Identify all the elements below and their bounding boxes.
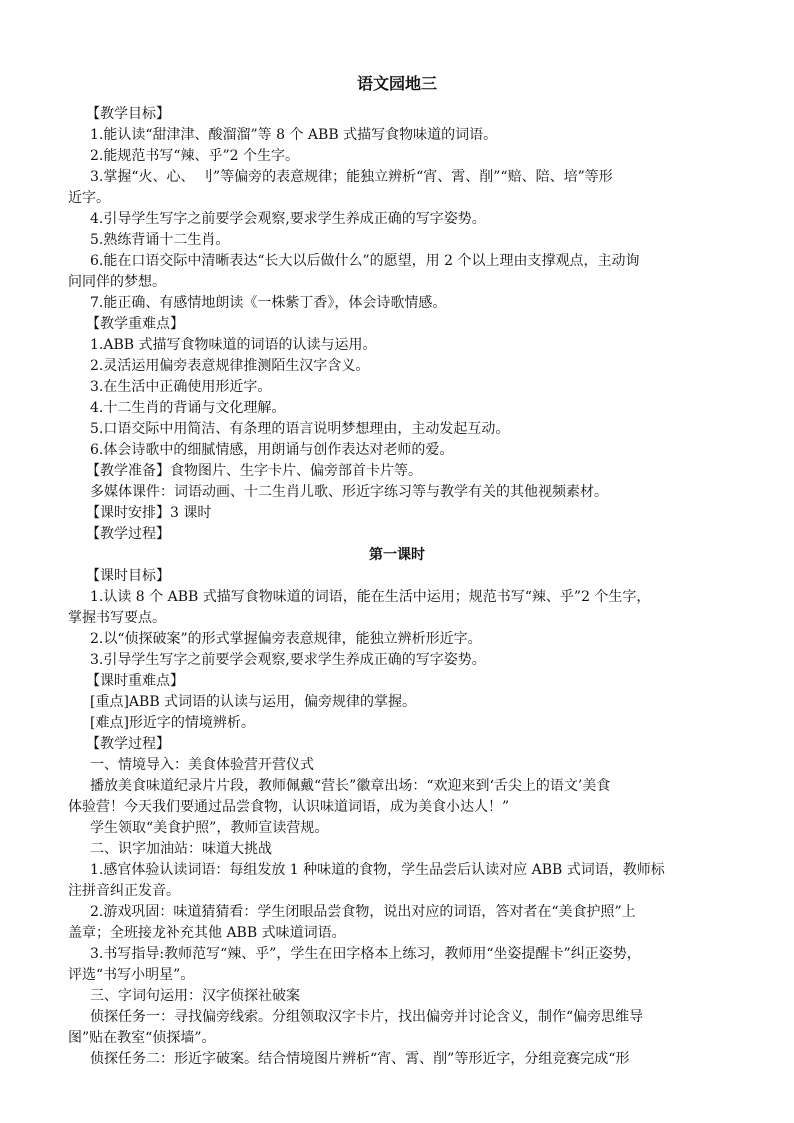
goal-item: 6.能在口语交际中清晰表达“长大以后做什么”的愿望，用 2 个以上理由支撑观点，主动询 [90, 253, 640, 269]
lesson-goal-item: 2.以“侦探破案”的形式掌握偏旁表意规律，能独立辨析形近字。 [90, 631, 482, 647]
goal-item-cont: 近字。 [68, 190, 110, 206]
body-line: 2.游戏巩固：味道猜猜看：学生闭眼品尝食物，说出对应的词语，答对者在“美食护照”上 [90, 904, 636, 920]
lesson-goals-heading: 【课时目标】 [86, 568, 170, 584]
key-heading: 【教学重难点】 [86, 316, 184, 332]
media-line: 多媒体课件：词语动画、十二生肖儿歌、形近字练习等与教学有关的其他视频素材。 [90, 484, 608, 500]
lesson-key-heading: 【课时重难点】 [86, 673, 184, 689]
body-line-cont: 盖章；全班接龙补充其他 ABB 式味道词语。 [68, 925, 346, 941]
body-line: 3.书写指导:教师范写“辣、乎”，学生在田字格本上练习，教师用“坐姿提醒卡”纠正姿势， [90, 946, 641, 962]
prep-line: 【教学准备】食物图片、生字卡片、偏旁部首卡片等。 [86, 463, 422, 479]
body-line: 侦探任务一：寻找偏旁线索。分组领取汉字卡片，找出偏旁并讨论含义，制作“偏旁思维导 [90, 1009, 644, 1025]
lesson-process-heading: 【教学过程】 [86, 736, 170, 752]
key-item: 4.十二生肖的背诵与文化理解。 [90, 400, 286, 416]
body-line-cont: 体验营！今天我们要通过品尝食物，认识味道词语，成为美食小达人！” [68, 799, 510, 815]
goal-item: 1.能认读“甜津津、酸溜溜”等 8 个 ABB 式描写食物味道的词语。 [90, 127, 498, 143]
section-heading: 三、字词句运用：汉字侦探社破案 [90, 988, 300, 1004]
lesson-goal-item-cont: 掌握书写要点。 [68, 610, 166, 626]
lesson-key-item: [难点]形近字的情境辨析。 [90, 715, 255, 731]
body-line: 播放美食味道纪录片片段，教师佩戴“营长”徽章出场：“欢迎来到‘舌尖上的语文’美食 [90, 778, 611, 794]
goals-heading: 【教学目标】 [86, 106, 170, 122]
body-line-cont: 图”贴在教室“侦探墙”。 [68, 1030, 216, 1046]
goal-item-cont: 问同伴的梦想。 [68, 274, 166, 290]
body-line-cont: 注拼音纠正发音。 [68, 883, 180, 899]
page-title: 语文园地三 [356, 74, 437, 93]
goal-item: 7.能正确、有感情地朗读《一株紫丁香》，体会诗歌情感。 [90, 295, 447, 311]
key-item: 6.体会诗歌中的细腻情感，用朗诵与创作表达对老师的爱。 [90, 442, 454, 458]
lesson-goal-item: 1.认读 8 个 ABB 式描写食物味道的词语，能在生活中运用；规范书写“辣、乎”2 个生字， [90, 589, 651, 605]
goal-item: 3.掌握“火、心、 刂”等偏旁的表意规律；能独立辨析“宵、霄、削”“赔、陪、培”等形 [90, 169, 613, 185]
body-line: 侦探任务二：形近字破案。结合情境图片辨析“宵、霄、削”等形近字，分组竞赛完成“形 [90, 1051, 630, 1067]
body-line: 1.感官体验认读词语：每组发放 1 种味道的食物，学生品尝后认读对应 ABB 式词语，教师标 [90, 862, 665, 878]
key-item: 5.口语交际中用简洁、有条理的语言说明梦想理由，主动发起互动。 [90, 421, 510, 437]
lesson-key-item: [重点]ABB 式词语的认读与运用，偏旁规律的掌握。 [90, 694, 417, 710]
schedule-line: 【课时安排】3 课时 [86, 505, 212, 521]
key-item: 3.在生活中正确使用形近字。 [90, 379, 272, 395]
section-heading: 二、识字加油站：味道大挑战 [90, 841, 272, 857]
goal-item: 5.熟练背诵十二生肖。 [90, 232, 230, 248]
body-line-cont: 评选“书写小明星”。 [68, 967, 195, 983]
goal-item: 2.能规范书写“辣、乎”2 个生字。 [90, 148, 300, 164]
key-item: 1.ABB 式描写食物味道的词语的认读与运用。 [90, 337, 377, 353]
body-line: 学生领取“美食护照”，教师宣读营规。 [90, 820, 329, 836]
key-item: 2.灵活运用偏旁表意规律推测陌生汉字含义。 [90, 358, 370, 374]
process-heading: 【教学过程】 [86, 526, 170, 542]
goal-item: 4.引导学生写字之前要学会观察,要求学生养成正确的写字姿势。 [90, 211, 486, 227]
lesson-goal-item: 3.引导学生写字之前要学会观察,要求学生养成正确的写字姿势。 [90, 652, 486, 668]
lesson-title: 第一课时 [369, 547, 425, 563]
section-heading: 一、情境导入：美食体验营开营仪式 [90, 757, 314, 773]
